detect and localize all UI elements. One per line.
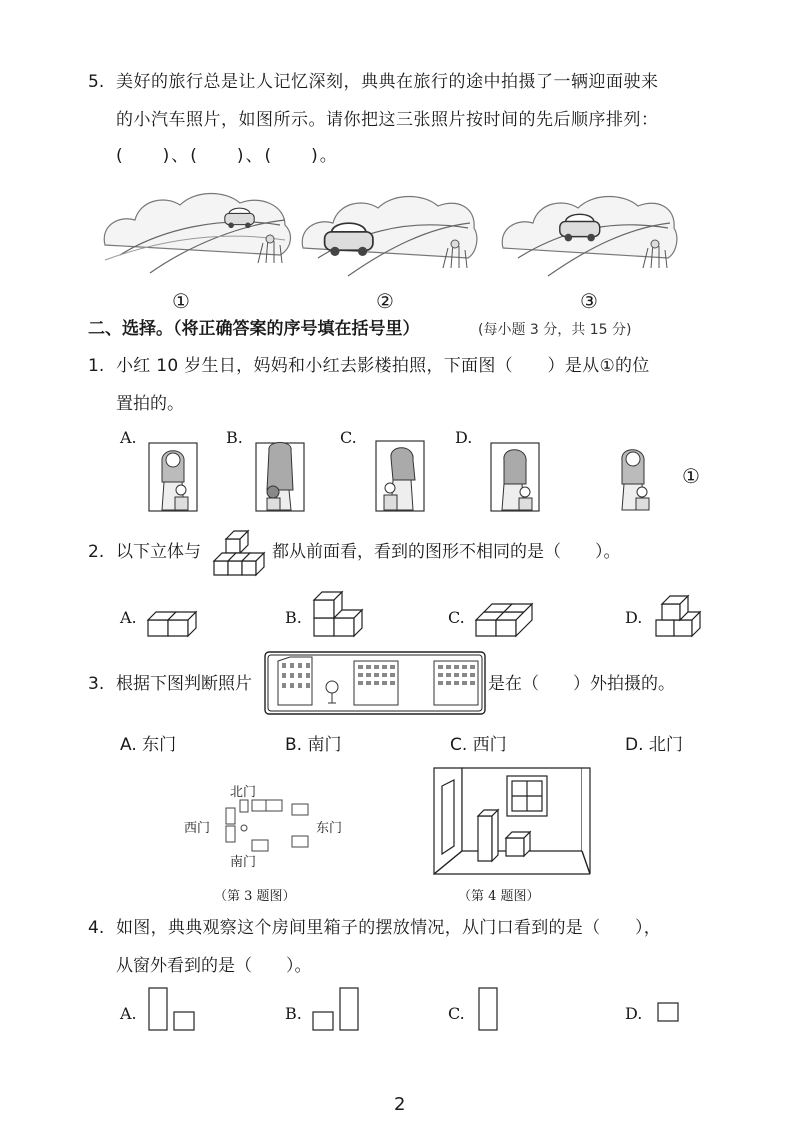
car-photo-2	[298, 188, 478, 278]
photo-label-2: ②	[376, 289, 394, 313]
q2-4-number: 4.	[88, 918, 105, 938]
page-number: 2	[394, 1094, 406, 1115]
q2-1-photo-d	[490, 442, 540, 512]
photo-label-3: ③	[580, 289, 598, 313]
q2-1-text-line1: 小红 10 岁生日，妈妈和小红去影楼拍照，下面图（ ）是从①的位	[116, 356, 650, 376]
q2-4-option-a-shape	[146, 986, 198, 1032]
car-photo-1	[100, 185, 295, 275]
q2-2-text-before: 以下立体与	[116, 542, 201, 562]
q2-4-option-c-shape	[476, 986, 500, 1032]
q2-1-photo-a	[148, 442, 198, 512]
q2-1-number: 1.	[88, 356, 105, 376]
q4-figure-caption: （第 4 题图）	[458, 889, 540, 904]
q2-1-option-c-label: C.	[340, 428, 357, 447]
q2-2-reference-cubes	[212, 527, 270, 579]
q2-4-text-line1: 如图，典典观察这个房间里箱子的摆放情况，从门口看到的是（ ），	[116, 918, 662, 938]
q2-1-position-figure	[612, 442, 657, 512]
q2-4-option-b-shape	[310, 986, 364, 1032]
q3-map	[210, 796, 320, 856]
q2-2-option-a-shape	[146, 606, 198, 638]
map-label-south: 南门	[230, 855, 257, 870]
q2-1-option-a-label: A.	[120, 428, 137, 447]
q2-1-photo-c	[375, 440, 425, 512]
q2-2-option-d-shape	[652, 592, 706, 638]
map-label-west: 西门	[184, 821, 211, 836]
q2-2-option-b-label: B.	[285, 608, 302, 627]
q2-3-number: 3.	[88, 674, 105, 694]
q2-2-text-after: 都从前面看，看到的图形不相同的是（ ）。	[272, 542, 621, 562]
q2-1-text-line2: 置拍的。	[116, 394, 184, 414]
q5-answer-blanks: ( )、( )、( )。	[116, 146, 339, 166]
q4-room-figure	[432, 766, 592, 876]
q2-1-option-d-label: D.	[455, 428, 473, 447]
q2-3-option-b: B. 南门	[285, 735, 342, 755]
car-photo-3	[498, 188, 678, 278]
q2-3-option-c: C. 西门	[450, 735, 507, 755]
map-label-east: 东门	[316, 821, 343, 836]
photo-label-1: ①	[172, 289, 190, 313]
q2-3-photo	[264, 651, 486, 715]
q2-3-option-a: A. 东门	[120, 735, 177, 755]
q5-text-line1: 美好的旅行总是让人记忆深刻，典典在旅行的途中拍摄了一辆迎面驶来	[116, 72, 659, 92]
q2-2-option-c-shape	[474, 600, 542, 638]
map-label-north: 北门	[230, 785, 257, 800]
q2-4-option-d-label: D.	[625, 1004, 643, 1023]
q5-text-line2: 的小汽车照片，如图所示。请你把这三张照片按时间的先后顺序排列：	[116, 110, 659, 130]
q2-1-photo-b	[255, 442, 305, 512]
q2-2-number: 2.	[88, 542, 105, 562]
q2-1-position-marker: ①	[682, 464, 700, 488]
q2-4-option-a-label: A.	[120, 1004, 137, 1023]
section-2-note: (每小题 3 分，共 15 分)	[478, 322, 632, 338]
q2-2-option-d-label: D.	[625, 608, 643, 627]
q2-3-text-after: 是在（ ）外拍摄的。	[488, 674, 675, 694]
q2-4-text-line2: 从窗外看到的是（ ）。	[116, 956, 312, 976]
q5-number: 5.	[88, 72, 105, 92]
q2-2-option-b-shape	[310, 590, 366, 638]
q2-4-option-c-label: C.	[448, 1004, 465, 1023]
q2-3-text-before: 根据下图判断照片	[116, 674, 252, 694]
q2-4-option-d-shape	[655, 1000, 681, 1024]
section-2-title: 二、选择。（将正确答案的序号填在括号里）	[88, 319, 420, 339]
q2-1-option-b-label: B.	[226, 428, 243, 447]
q2-2-option-a-label: A.	[120, 608, 137, 627]
q2-3-option-d: D. 北门	[625, 735, 683, 755]
q3-figure-caption: （第 3 题图）	[214, 889, 296, 904]
q2-2-option-c-label: C.	[448, 608, 465, 627]
q2-4-option-b-label: B.	[285, 1004, 302, 1023]
